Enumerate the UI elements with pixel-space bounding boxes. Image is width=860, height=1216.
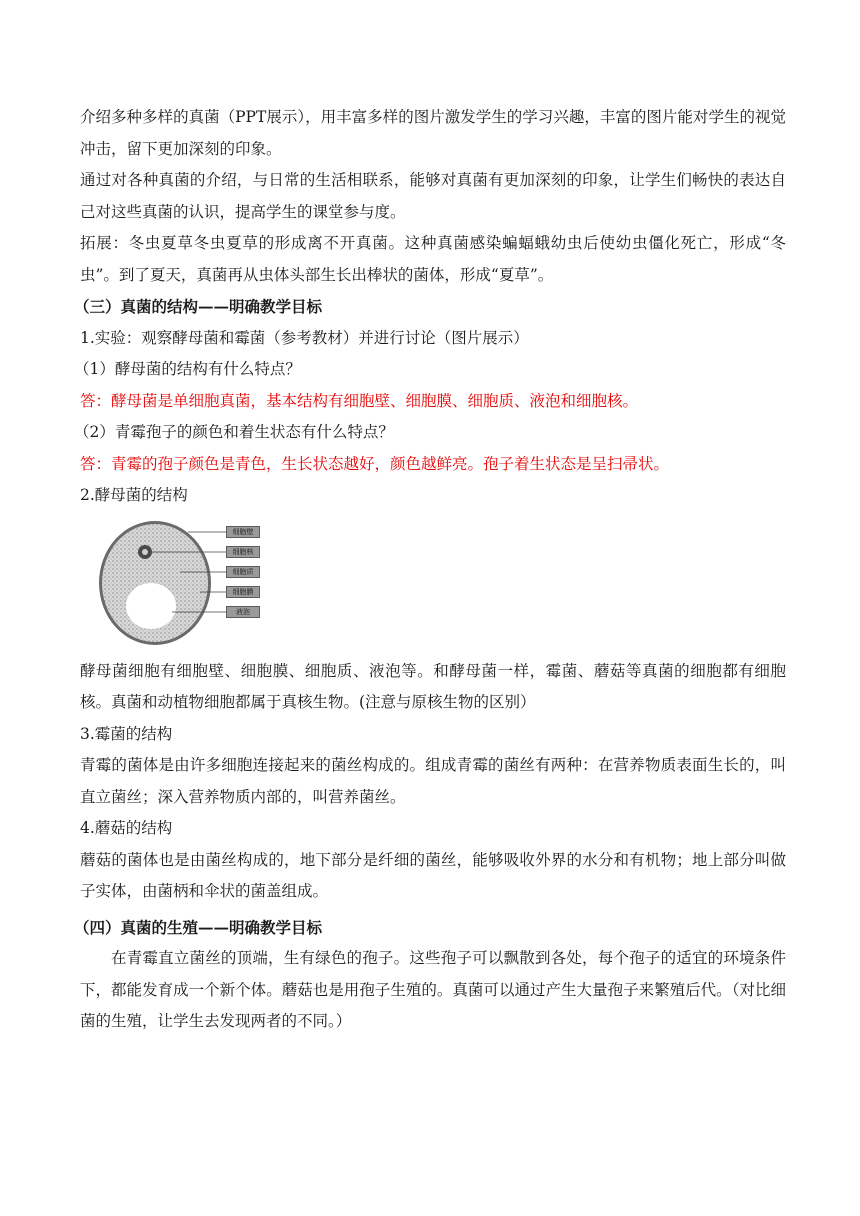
answer-1: 答：酵母菌是单细胞真菌，基本结构有细胞壁、细胞膜、细胞质、液泡和细胞核。 — [80, 391, 639, 410]
yeast-description: 酵母菌细胞有细胞壁、细胞膜、细胞质、液泡等。和酵母菌一样，霉菌、蘑菇等真菌的细胞都有细胞核。真菌和动植物细胞都属于真核生物。(注意与原核生物的区别） — [80, 661, 786, 711]
item-2-yeast-structure: 2.酵母菌的结构 — [80, 486, 188, 504]
question-1: （1）酵母菌的结构有什么特点？ — [74, 360, 301, 378]
answer-2: 答：青霉的孢子颜色是青色，生长状态越好，颜色越鲜亮。孢子着生状态是呈扫帚状。 — [80, 454, 670, 473]
label-nucleus: 细胞核 — [226, 546, 260, 558]
yeast-cell-figure — [92, 516, 262, 648]
label-vacuole: 液泡 — [226, 606, 260, 618]
intro-paragraph-1: 介绍多种多样的真菌（PPT展示），用丰富多样的图片激发学生的学习兴趣，丰富的图片能对学生的视觉冲击，留下更加深刻的印象。 — [80, 108, 786, 158]
label-cytoplasm: 细胞质 — [226, 566, 260, 578]
question-2: （2）青霉孢子的颜色和着生状态有什么特点？ — [74, 423, 394, 441]
document-page — [74, 102, 786, 1038]
item-4-mushroom-structure: 4.蘑菇的结构 — [80, 819, 173, 837]
section-heading-reproduction: （四）真菌的生殖——明确教学目标 — [74, 917, 323, 937]
mold-description: 青霉的菌体是由许多细胞连接起来的菌丝构成的。组成青霉的菌丝有两种：在营养物质表面生长的，叫直立菌丝；深入营养物质内部的，叫营养菌丝。 — [80, 756, 786, 806]
label-cell-wall: 细胞壁 — [226, 526, 260, 538]
intro-paragraph-3: 拓展：冬虫夏草冬虫夏草的形成离不开真菌。这种真菌感染蝙蝠蛾幼虫后使幼虫僵化死亡，形成“冬虫”。到了夏天，真菌再从虫体头部生长出棒状的菌体，形成“夏草”。 — [80, 234, 786, 284]
section-heading-structure: （三）真菌的结构——明确教学目标 — [74, 297, 323, 316]
reproduction-description: 在青霉直立菌丝的顶端，生有绿色的孢子。这些孢子可以飘散到各处，每个孢子的适宜的环境条件下，都能发育成一个新个体。蘑菇也是用孢子生殖的。真菌可以通过产生大量孢子来繁殖后代。（对比细菌的生殖，让学生去发现两者的不同。） — [80, 949, 786, 1030]
item-3-mold-structure: 3.霉菌的结构 — [80, 724, 173, 743]
mushroom-description: 蘑菇的菌体也是由菌丝构成的，地下部分是纤细的菌丝，能够吸收外界的水分和有机物；地上部分叫做子实体，由菌柄和伞状的菌盖组成。 — [80, 850, 786, 900]
label-cell-membrane: 细胞膜 — [226, 586, 260, 598]
intro-paragraph-2: 通过对各种真菌的介绍，与日常的生活相联系，能够对真菌有更加深刻的印象，让学生们畅快的表达自己对这些真菌的认识，提高学生的课堂参与度。 — [80, 171, 786, 221]
item-1-experiment: 1.实验：观察酵母菌和霉菌（参考教材）并进行讨论（图片展示） — [80, 328, 529, 347]
